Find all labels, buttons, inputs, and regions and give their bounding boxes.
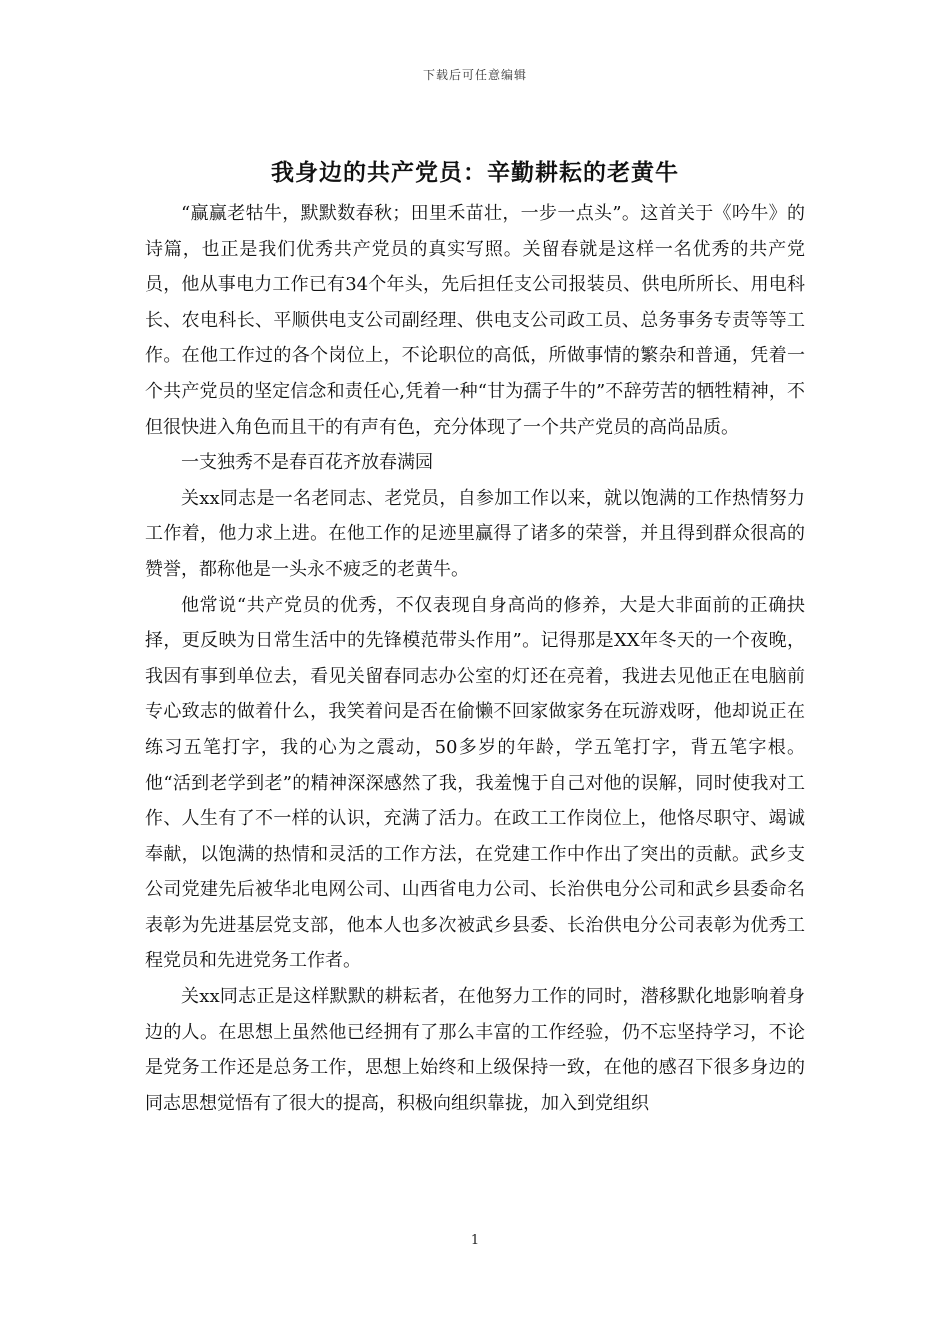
- paragraph-3: 他常说“共产党员的优秀，不仅表现自身高尚的修养，大是大非面前的正确抉择，更反映为日常生活中的先锋模范带头作用”。记得那是XX年冬天的一个夜晚，我因有事到单位去，看见关留春同志办公室的灯还在亮着，我进去见他正在电脑前专心致志的做着什么，我笑着问是否在偷懒不回家做家务在玩游戏呀，他却说正在练习五笔打字，我的心为之震动，50多岁的年龄，学五笔打字，背五笔字根。他“活到老学到老”的精神深深感然了我，我羞愧于自己对他的误解，同时使我对工作、人生有了不一样的认识，充满了活力。在政工工作岗位上，他恪尽职守、竭诚奉献，以饱满的热情和灵活的工作方法，在党建工作中作出了突出的贡献。武乡支公司党建先后被华北电网公司、山西省电力公司、长治供电分公司和武乡县委命名表彰为先进基层党支部，他本人也多次被武乡县委、长治供电分公司表彰为优秀工程党员和先进党务工作者。: [145, 594, 805, 972]
- page-number: 1: [470, 1233, 480, 1248]
- paragraph-intro: “赢赢老牯牛，默默数春秋；田里禾苗壮，一步一点头”。这首关于《吟牛》的诗篇，也正是我们优秀共产党员的真实写照。关留春就是这样一名优秀的共产党员，他从事电力工作已有34个年头，先后担任支公司报装员、供电所所长、用电科长、农电科长、平顺供电支公司副经理、供电支公司政工员、总务事务专责等等工作。在他工作过的各个岗位上，不论职位的高低，所做事情的繁杂和普通，凭着一个共产党员的坚定信念和责任心,凭着一种“甘为孺子牛的”不辞劳苦的牺牲精神，不但很快进入角色而且干的有声有色，充分体现了一个共产党员的高尚品质。: [145, 203, 805, 438]
- section-heading: 一支独秀不是春百花齐放春满园: [181, 452, 433, 474]
- document-body: [145, 196, 805, 1121]
- document-title: 我身边的共产党员：辛勤耕耘的老黄牛: [271, 160, 679, 186]
- paragraph-4: 关xx同志正是这样默默的耕耘者，在他努力工作的同时，潜移默化地影响着身边的人。在思想上虽然他已经拥有了那么丰富的工作经验，仍不忘坚持学习，不论是党务工作还是总务工作，思想上始终和上级保持一致，在他的感召下很多身边的同志思想觉悟有了很大的提高，积极向组织靠拢，加入到党组织: [145, 986, 805, 1114]
- paragraph-2: 关xx同志是一名老同志、老党员，自参加工作以来，就以饱满的工作热情努力工作着，他力求上进。在他工作的足迹里赢得了诸多的荣誉，并且得到群众很高的赞誉，都称他是一头永不疲乏的老黄牛。: [145, 487, 805, 580]
- header-note: 下载后可任意编辑: [422, 68, 527, 82]
